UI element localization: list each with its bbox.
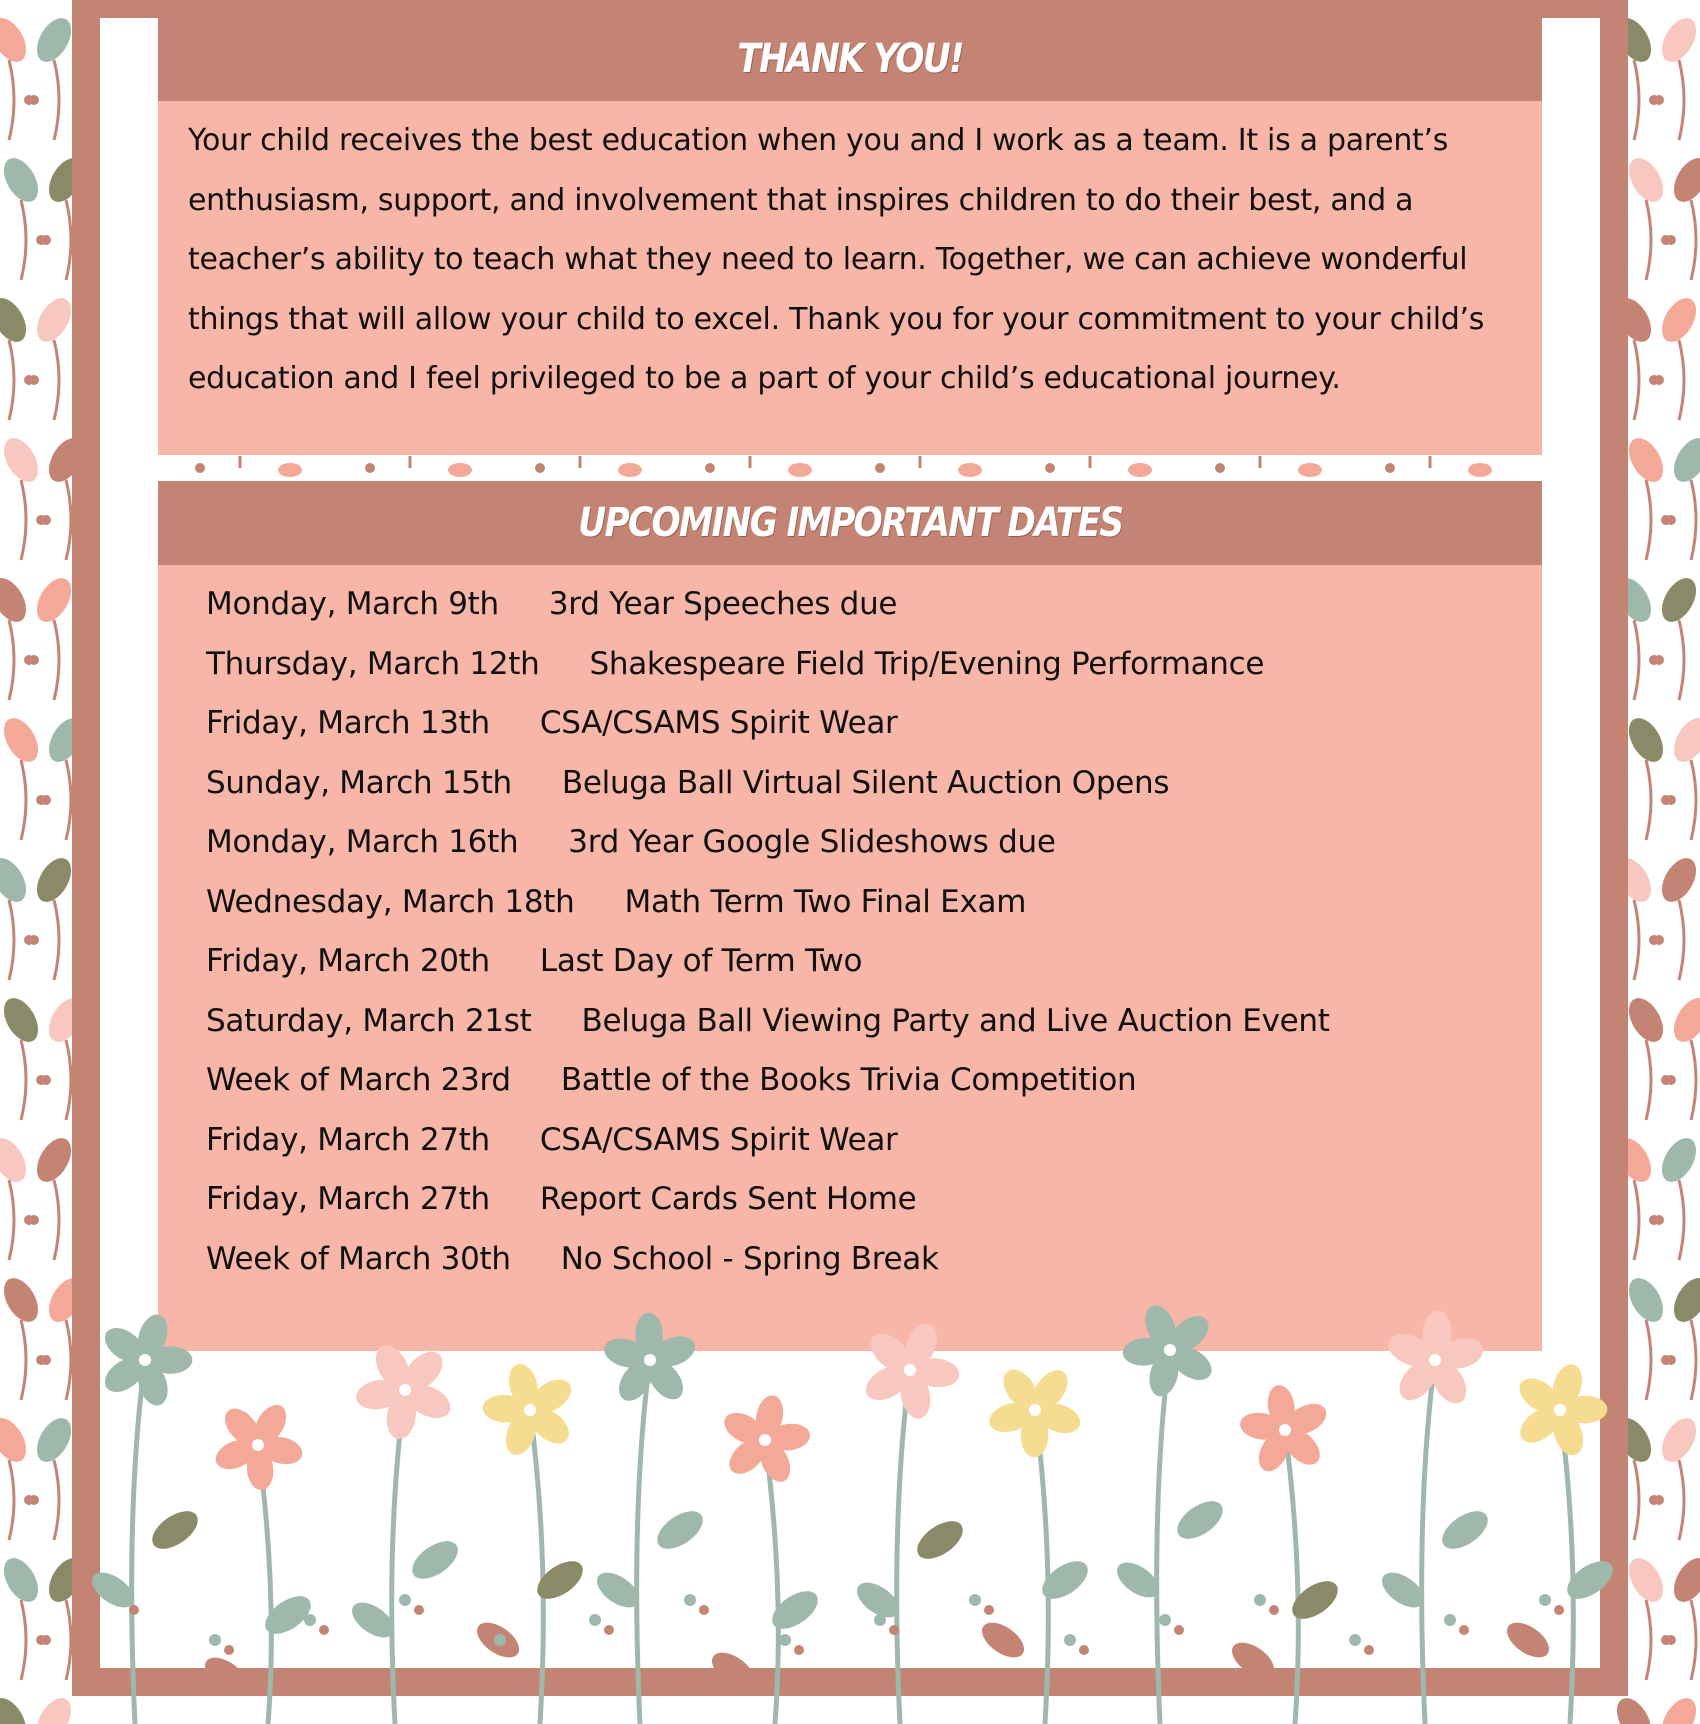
wallpaper-motif [29, 1412, 78, 1540]
date-event: 3rd Year Google Slideshows due [568, 824, 1056, 860]
date-when: Week of March 30th [206, 1240, 511, 1277]
wallpaper-motif [29, 1692, 78, 1724]
wallpaper-motif [0, 712, 46, 840]
date-event: Beluga Ball Viewing Party and Live Auction Event [581, 1002, 1330, 1039]
wallpaper-motif [0, 992, 46, 1120]
upcoming-dates-header [158, 481, 1542, 565]
date-row [206, 1111, 1542, 1171]
date-event: 3rd Year Speeches due [548, 586, 898, 622]
wallpaper-motif [1622, 1272, 1671, 1400]
wallpaper-motif [1666, 1552, 1700, 1680]
wallpaper-motif [1654, 1412, 1700, 1540]
date-row [206, 1051, 1542, 1111]
wallpaper-motif [29, 852, 78, 980]
date-event: No School - Spring Break [560, 1240, 939, 1277]
wallpaper-motif [29, 12, 78, 140]
wallpaper-motif [0, 1272, 46, 1400]
date-row [206, 694, 1542, 754]
wallpaper-motif [1666, 152, 1700, 280]
wallpaper-motif [0, 1552, 46, 1680]
wallpaper-motif [0, 1692, 34, 1724]
date-when: Friday, March 20th [206, 943, 490, 979]
wallpaper-motif [1622, 1552, 1671, 1680]
date-row [206, 575, 1542, 635]
date-when: Thursday, March 12th [206, 645, 540, 682]
date-when: Friday, March 27th [206, 1121, 490, 1158]
wallpaper-motif [1654, 12, 1700, 140]
upcoming-dates-panel [158, 481, 1542, 1351]
wallpaper-motif [29, 292, 78, 420]
wallpaper-motif [1654, 852, 1700, 980]
date-when: Monday, March 9th [206, 586, 499, 622]
wallpaper-motif [1622, 432, 1671, 560]
wallpaper-motif [1654, 292, 1700, 420]
wallpaper-motif [1666, 712, 1700, 840]
wallpaper-motif [1654, 572, 1700, 700]
date-row [206, 873, 1542, 933]
date-row [206, 635, 1542, 695]
date-event: Report Cards Sent Home [539, 1181, 917, 1217]
date-when: Friday, March 27th [206, 1181, 490, 1217]
date-row [206, 992, 1542, 1052]
wallpaper-motif [0, 152, 46, 280]
wallpaper-motif [0, 292, 34, 420]
wallpaper-motif [1622, 152, 1671, 280]
date-when: Wednesday, March 18th [206, 883, 575, 920]
date-when: Saturday, March 21st [206, 1002, 532, 1039]
date-event: CSA/CSAMS Spirit Wear [539, 705, 898, 741]
date-event: Beluga Ball Virtual Silent Auction Opens [561, 764, 1170, 801]
wallpaper-motif [1666, 432, 1700, 560]
date-event: Battle of the Books Trivia Competition [560, 1062, 1137, 1098]
thank-you-message: Your child receives the best education when you and I work as a team. It is a parent’s enthusiasm, support, and involvement that inspires children to do their best, and a teacher’s ability to teach what they need to learn. Together, we can achieve wonderful things that will allow your child to excel. Thank you for your commitment to your child’s education and I feel privileged to be a part of your child’s educational journey. [188, 123, 1485, 396]
date-row [206, 932, 1542, 992]
wallpaper-motif [0, 432, 46, 560]
date-when: Week of March 23rd [206, 1062, 511, 1098]
date-when: Monday, March 16th [206, 824, 519, 860]
date-row [206, 754, 1542, 814]
wallpaper-motif [29, 1132, 78, 1260]
date-event: Math Term Two Final Exam [624, 883, 1027, 920]
thank-you-title: THANK YOU! [737, 36, 963, 82]
wallpaper-motif [0, 1132, 34, 1260]
date-row [206, 1170, 1542, 1230]
date-row [206, 1230, 1542, 1290]
date-event: Shakespeare Field Trip/Evening Performance [589, 645, 1265, 682]
wallpaper-motif [0, 1412, 34, 1540]
thank-you-header [158, 17, 1542, 101]
date-when: Sunday, March 15th [206, 764, 512, 801]
wallpaper-motif [1654, 1692, 1700, 1724]
wallpaper-motif [1654, 1132, 1700, 1260]
wallpaper-motif [0, 852, 34, 980]
wallpaper-motif [1610, 1692, 1659, 1724]
wallpaper-motif [0, 12, 34, 140]
dates-list [158, 565, 1542, 1289]
date-event: CSA/CSAMS Spirit Wear [539, 1121, 898, 1158]
wallpaper-motif [1666, 1272, 1700, 1400]
wallpaper-motif [0, 572, 34, 700]
date-when: Friday, March 13th [206, 705, 490, 741]
wallpaper-motif [1622, 992, 1671, 1120]
date-row [206, 813, 1542, 873]
date-event: Last Day of Term Two [539, 943, 863, 979]
thank-you-panel [158, 17, 1542, 455]
wallpaper-motif [1622, 712, 1671, 840]
upcoming-dates-title: UPCOMING IMPORTANT DATES [577, 500, 1123, 546]
wallpaper-motif [1666, 992, 1700, 1120]
wallpaper-motif [29, 572, 78, 700]
